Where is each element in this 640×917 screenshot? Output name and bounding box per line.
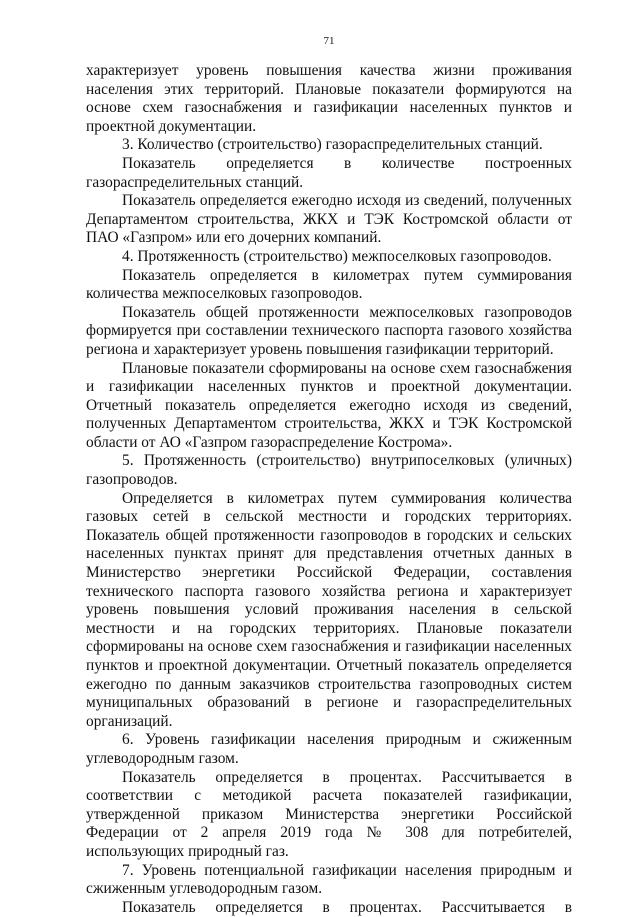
paragraph: Показатель определяется ежегодно исходя из сведений, полученных Департаментом строительства, ЖКХ и ТЭК Костромской области от ПАО «Газпром» или его дочерних компаний. bbox=[86, 192, 572, 247]
paragraph: Плановые показатели сформированы на основе схем газоснабжения и газификации населенных пунктов и проектной документации. Отчетный показатель определяется ежегодно исходя из сведений, полученных Департаментом строительства, ЖКХ и ТЭК Костромской области от АО «Газпром газораспределение Кострома». bbox=[86, 359, 572, 451]
paragraph: характеризует уровень повышения качества жизни проживания населения этих территорий. Плановые показатели формируются на основе схем газоснабжения и газификации населенных пунктов и проектной документации. bbox=[86, 62, 572, 135]
paragraph: Определяется в километрах путем суммирования количества газовых сетей в сельской местности и городских территориях. Показатель общей протяженности газопроводов в городских и сельских населенных пунктах принят для представления отчетных данных в Министерство энергетики Российской Федерации, составления технического паспорта газового хозяйства региона и характеризует уровень повышения условий проживания населения в сельской местности и на городских территориях. Плановые показатели сформированы на основе схем газоснабжения и газификации населенных пунктов и проектной документации. Отчетный показатель определяется ежегодно по данным заказчиков строительства газопроводных систем муниципальных образований в регионе и газораспределительных организаций. bbox=[86, 489, 572, 730]
paragraph: 7. Уровень потенциальной газификации населения природным и сжиженным углеводородным газом. bbox=[86, 861, 572, 898]
paragraph: 6. Уровень газификации населения природным и сжиженным углеводородным газом. bbox=[86, 731, 572, 767]
paragraph: 3. Количество (строительство) газораспределительных станций. bbox=[122, 136, 543, 154]
paragraph: Показатель определяется в километрах путем суммирования количества межпоселковых газопроводов. bbox=[86, 266, 572, 303]
paragraph: Показатель определяется в процентах. Рассчитывается в bbox=[122, 898, 572, 916]
paragraph: 4. Протяженность (строительство) межпоселковых газопроводов. bbox=[122, 247, 552, 265]
document-body bbox=[86, 62, 572, 917]
page-number: 71 bbox=[323, 35, 335, 47]
paragraph: 5. Протяженность (строительство) внутрипоселковых (уличных) газопроводов. bbox=[86, 452, 572, 489]
paragraph: Показатель общей протяженности межпоселковых газопроводов формируется при составлении технического паспорта газового хозяйства региона и характеризует уровень повышения газификации территорий. bbox=[86, 303, 572, 358]
paragraph: Показатель определяется в количестве построенных газораспределительных станций. bbox=[86, 154, 572, 191]
paragraph: Показатель определяется в процентах. Рассчитывается в соответствии с методикой расчета показателей газификации, утвержденной приказом Министерства энергетики Российской Федерации от 2 апреля 2019 года № 308 для потребителей, использующих природный газ. bbox=[86, 768, 572, 860]
